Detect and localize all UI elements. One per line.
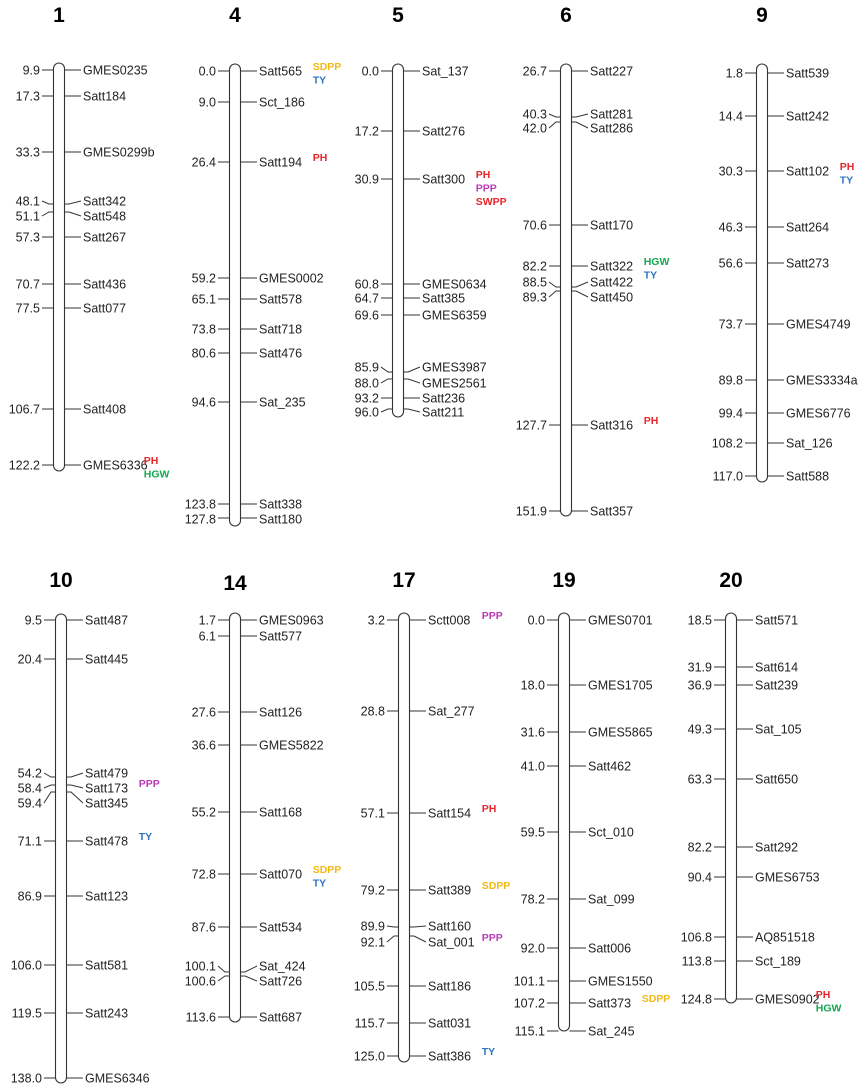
- marker-label: Satt281: [590, 107, 634, 122]
- marker-label: Satt194: [259, 155, 303, 170]
- position-label: 151.9: [515, 504, 547, 519]
- tick-right: [410, 936, 427, 942]
- qtl-ty: TY: [839, 174, 854, 187]
- marker-label: Satt408: [83, 402, 127, 417]
- marker-label: Satt588: [786, 469, 830, 484]
- qtl-ph: PH: [312, 152, 328, 164]
- position-label: 93.2: [354, 391, 379, 406]
- tick-right: [65, 212, 82, 216]
- marker-label: GMES2561: [422, 376, 487, 391]
- qtl-ppp: PPP: [138, 778, 160, 790]
- position-label: 72.8: [191, 867, 216, 882]
- position-label: 51.1: [15, 209, 40, 224]
- position-label: 107.2: [513, 996, 545, 1011]
- position-label: 115.7: [354, 1016, 385, 1031]
- position-label: 63.3: [687, 772, 712, 787]
- marker-label: GMES0902: [755, 992, 820, 1007]
- qtl-ph: PH: [143, 455, 159, 467]
- marker-label: Satt718: [259, 322, 303, 337]
- position-label: 123.8: [184, 497, 216, 512]
- tick-left: [42, 201, 54, 204]
- chromosome-bar: [230, 613, 241, 1022]
- position-label: 100.1: [184, 959, 216, 974]
- position-label: 96.0: [354, 405, 379, 420]
- qtl-hgw: HGW: [815, 1002, 842, 1015]
- marker-label: Satt476: [259, 346, 303, 361]
- qtl-ppp: PPP: [481, 932, 503, 944]
- tick-left: [549, 114, 561, 117]
- tick-left: [44, 785, 56, 788]
- chromosome-9: [712, 4, 858, 484]
- chromosome-19: [514, 569, 671, 1039]
- marker-label: Satt571: [755, 613, 799, 628]
- marker-label: GMES6346: [85, 1071, 150, 1086]
- qtl-ty: TY: [138, 831, 153, 843]
- marker-label: GMES3334a: [786, 373, 858, 388]
- marker-label: Sct_186: [259, 95, 305, 110]
- tick-left: [218, 966, 230, 972]
- marker-label: Sat_277: [428, 704, 475, 719]
- chromosome-title: 9: [756, 4, 768, 27]
- position-label: 73.7: [718, 317, 743, 332]
- marker-label: Satt186: [428, 979, 472, 994]
- position-label: 20.4: [17, 652, 42, 667]
- tick-left: [381, 409, 393, 412]
- marker-label: Satt357: [590, 504, 634, 519]
- marker-label: Satt342: [83, 194, 127, 209]
- marker-label: Satt581: [85, 958, 129, 973]
- chromosome-title: 17: [392, 569, 416, 592]
- marker-label: Satt300: [422, 172, 466, 187]
- marker-label: Sat_126: [786, 436, 833, 451]
- tick-right: [67, 792, 84, 803]
- position-label: 65.1: [191, 292, 216, 307]
- marker-label: Satt386: [428, 1049, 472, 1064]
- position-label: 80.6: [191, 346, 216, 361]
- position-label: 113.6: [185, 1010, 216, 1025]
- marker-label: Satt548: [83, 209, 127, 224]
- position-label: 6.1: [198, 629, 216, 644]
- qtl-ph: PH: [643, 415, 659, 427]
- position-label: 42.0: [522, 121, 547, 136]
- chromosome-title: 10: [49, 569, 73, 592]
- position-label: 57.1: [360, 806, 385, 821]
- position-label: 26.4: [191, 155, 216, 170]
- qtl-sdpp: SDPP: [641, 993, 671, 1005]
- marker-label: Satt077: [83, 301, 127, 316]
- marker-label: GMES0634: [422, 277, 487, 292]
- marker-label: Sat_424: [259, 959, 306, 974]
- qtl-ph: PH: [475, 169, 491, 181]
- tick-right: [572, 291, 589, 297]
- position-label: 92.1: [360, 935, 385, 950]
- marker-label: GMES0963: [259, 613, 324, 628]
- position-label: 58.4: [17, 781, 42, 796]
- position-label: 69.6: [354, 308, 379, 323]
- position-label: 70.7: [15, 277, 40, 292]
- chromosome-1: [9, 4, 170, 481]
- qtl-ty: TY: [643, 269, 658, 282]
- position-label: 88.5: [522, 275, 547, 290]
- position-label: 89.9: [360, 919, 385, 934]
- marker-label: Satt445: [85, 652, 129, 667]
- marker-label: Satt031: [428, 1016, 472, 1031]
- position-label: 82.2: [522, 259, 547, 274]
- chromosome-bar: [561, 64, 572, 516]
- position-label: 33.3: [15, 145, 40, 160]
- chromosome-title: 4: [229, 4, 241, 27]
- chromosome-6: [516, 4, 670, 519]
- chromosome-bar: [393, 64, 404, 417]
- marker-label: Sct_189: [755, 954, 801, 969]
- marker-label: GMES1550: [588, 974, 653, 989]
- position-label: 101.1: [513, 974, 545, 989]
- position-label: 36.9: [687, 678, 712, 693]
- position-label: 82.2: [687, 840, 712, 855]
- marker-label: Satt726: [259, 974, 303, 989]
- marker-label: Sat_001: [428, 935, 475, 950]
- position-label: 18.5: [687, 613, 712, 628]
- marker-label: GMES6336: [83, 458, 148, 473]
- position-label: 108.2: [711, 436, 743, 451]
- marker-label: Satt243: [85, 1006, 129, 1021]
- position-label: 14.4: [718, 109, 743, 124]
- position-label: 127.7: [515, 418, 547, 433]
- tick-left: [42, 212, 54, 216]
- marker-label: Satt236: [422, 391, 466, 406]
- position-label: 70.6: [522, 218, 547, 233]
- position-label: 26.7: [522, 64, 547, 79]
- position-label: 17.2: [354, 124, 379, 139]
- marker-label: Sctt008: [428, 613, 471, 628]
- marker-label: GMES0299b: [83, 145, 155, 160]
- marker-label: Sat_099: [588, 892, 635, 907]
- position-label: 41.0: [520, 759, 545, 774]
- marker-label: Satt276: [422, 124, 466, 139]
- position-label: 92.0: [520, 941, 545, 956]
- marker-label: GMES0002: [259, 271, 324, 286]
- marker-label: Satt070: [259, 867, 303, 882]
- marker-label: Sat_235: [259, 395, 306, 410]
- position-label: 117.0: [712, 469, 743, 484]
- marker-label: GMES3987: [422, 360, 487, 375]
- tick-left: [549, 282, 561, 287]
- qtl-swpp: SWPP: [475, 196, 507, 208]
- position-label: 90.4: [687, 870, 712, 885]
- marker-label: Sat_137: [422, 64, 469, 79]
- position-label: 59.4: [17, 796, 42, 811]
- chromosome-title: 14: [223, 572, 247, 595]
- marker-label: Satt286: [590, 121, 634, 136]
- chromosome-bar: [726, 613, 737, 1003]
- marker-label: Satt273: [786, 256, 830, 271]
- marker-label: GMES4749: [786, 317, 851, 332]
- tick-right: [410, 926, 427, 927]
- position-label: 138.0: [10, 1071, 42, 1086]
- marker-label: GMES0701: [588, 613, 653, 628]
- position-label: 1.8: [725, 66, 743, 81]
- position-label: 9.5: [24, 613, 42, 628]
- position-label: 115.1: [514, 1024, 545, 1039]
- qtl-ppp: PPP: [481, 610, 503, 622]
- position-label: 30.3: [718, 164, 743, 179]
- tick-right: [67, 785, 84, 788]
- tick-left: [44, 773, 56, 777]
- marker-label: Satt389: [428, 883, 472, 898]
- marker-label: Satt316: [590, 418, 634, 433]
- marker-label: Satt687: [259, 1010, 303, 1025]
- position-label: 48.1: [15, 194, 40, 209]
- marker-label: Satt578: [259, 292, 303, 307]
- qtl-sdpp: SDPP: [312, 61, 342, 73]
- marker-label: Sat_245: [588, 1024, 635, 1039]
- position-label: 86.9: [17, 889, 42, 904]
- position-label: 18.0: [520, 678, 545, 693]
- marker-label: Satt577: [259, 629, 303, 644]
- chromosome-bar: [399, 613, 410, 1062]
- marker-label: Satt487: [85, 613, 129, 628]
- position-label: 105.5: [353, 979, 385, 994]
- marker-label: Satt292: [755, 840, 799, 855]
- qtl-hgw: HGW: [643, 256, 670, 268]
- chromosome-4: [185, 4, 342, 527]
- position-label: 77.5: [15, 301, 40, 316]
- marker-label: Satt160: [428, 919, 472, 934]
- chromosome-17: [354, 569, 511, 1064]
- marker-label: Satt170: [590, 218, 634, 233]
- position-label: 56.6: [718, 256, 743, 271]
- position-label: 99.4: [718, 406, 743, 421]
- chromosome-bar: [230, 64, 241, 526]
- chromosome-title: 5: [392, 4, 404, 27]
- position-label: 57.3: [15, 230, 40, 245]
- marker-label: Satt211: [422, 405, 465, 420]
- position-label: 124.8: [680, 992, 712, 1007]
- position-label: 127.8: [184, 512, 216, 527]
- position-label: 9.0: [198, 95, 216, 110]
- marker-label: GMES0235: [83, 63, 148, 78]
- marker-label: Satt422: [590, 275, 634, 290]
- marker-label: Satt180: [259, 512, 303, 527]
- marker-label: Satt126: [259, 705, 303, 720]
- position-label: 36.6: [191, 738, 216, 753]
- tick-left: [387, 926, 399, 927]
- chromosome-10: [11, 569, 160, 1086]
- position-label: 119.5: [11, 1006, 42, 1021]
- chromosome-14: [185, 572, 342, 1025]
- marker-label: Satt345: [85, 796, 129, 811]
- qtl-ph: PH: [815, 989, 831, 1001]
- marker-label: Satt650: [755, 772, 799, 787]
- tick-left: [549, 291, 561, 297]
- qtl-sdpp: SDPP: [481, 880, 511, 892]
- position-label: 122.2: [8, 458, 40, 473]
- tick-right: [67, 773, 84, 777]
- marker-label: Satt614: [755, 660, 799, 675]
- tick-right: [572, 122, 589, 128]
- position-label: 106.0: [10, 958, 42, 973]
- marker-label: Satt006: [588, 941, 632, 956]
- position-label: 31.9: [687, 660, 712, 675]
- position-label: 106.8: [680, 930, 712, 945]
- marker-label: GMES6776: [786, 406, 851, 421]
- marker-label: Satt123: [85, 889, 129, 904]
- tick-right: [404, 367, 421, 372]
- marker-label: Satt462: [588, 759, 632, 774]
- marker-label: Satt184: [83, 89, 127, 104]
- marker-label: Satt338: [259, 497, 303, 512]
- position-label: 89.8: [718, 373, 743, 388]
- marker-label: GMES5822: [259, 738, 324, 753]
- chromosome-20: [681, 569, 842, 1015]
- tick-right: [241, 976, 258, 981]
- tick-left: [387, 936, 399, 942]
- chromosome-5: [355, 4, 507, 420]
- qtl-ty: TY: [312, 74, 327, 87]
- marker-label: Satt267: [83, 230, 127, 245]
- chromosome-bar: [757, 64, 768, 482]
- chromosome-bar: [56, 614, 67, 1083]
- tick-right: [572, 114, 589, 117]
- marker-label: AQ851518: [755, 930, 815, 945]
- position-label: 100.6: [184, 974, 216, 989]
- marker-label: GMES5865: [588, 725, 653, 740]
- qtl-ph: PH: [839, 161, 855, 173]
- marker-label: Satt436: [83, 277, 127, 292]
- position-label: 59.5: [520, 825, 545, 840]
- marker-label: Satt534: [259, 920, 303, 935]
- marker-label: Satt479: [85, 766, 129, 781]
- tick-left: [549, 122, 561, 128]
- marker-label: GMES1705: [588, 678, 653, 693]
- chromosome-bar: [559, 613, 570, 1031]
- marker-label: Sct_010: [588, 825, 634, 840]
- qtl-ty: TY: [312, 877, 327, 890]
- position-label: 59.2: [191, 271, 216, 286]
- position-label: 40.3: [522, 107, 547, 122]
- marker-label: Satt242: [786, 109, 830, 124]
- position-label: 30.9: [354, 172, 379, 187]
- tick-right: [404, 379, 421, 383]
- position-label: 87.6: [191, 920, 216, 935]
- position-label: 113.8: [681, 954, 712, 969]
- marker-label: Satt539: [786, 66, 830, 81]
- chromosome-title: 20: [719, 569, 743, 592]
- marker-label: GMES6753: [755, 870, 820, 885]
- marker-label: Satt264: [786, 220, 830, 235]
- position-label: 125.0: [353, 1049, 385, 1064]
- position-label: 0.0: [198, 64, 216, 79]
- position-label: 49.3: [687, 722, 712, 737]
- qtl-ph: PH: [481, 803, 497, 815]
- position-label: 1.7: [198, 613, 216, 628]
- marker-label: Satt565: [259, 64, 303, 79]
- position-label: 31.6: [520, 725, 545, 740]
- qtl-ppp: PPP: [475, 182, 497, 195]
- tick-right: [241, 966, 258, 972]
- tick-right: [65, 201, 82, 204]
- position-label: 88.0: [354, 376, 379, 391]
- position-label: 78.2: [520, 892, 545, 907]
- marker-label: Satt154: [428, 806, 472, 821]
- position-label: 54.2: [17, 766, 42, 781]
- position-label: 73.8: [191, 322, 216, 337]
- marker-label: Satt385: [422, 291, 466, 306]
- marker-label: Satt322: [590, 259, 634, 274]
- position-label: 106.7: [8, 402, 40, 417]
- marker-label: Satt173: [85, 781, 129, 796]
- chromosome-title: 1: [53, 4, 65, 27]
- qtl-ty: TY: [481, 1046, 496, 1058]
- position-label: 17.3: [15, 89, 40, 104]
- marker-label: Satt168: [259, 805, 303, 820]
- marker-label: GMES6359: [422, 308, 487, 323]
- position-label: 94.6: [191, 395, 216, 410]
- tick-right: [572, 282, 589, 287]
- position-label: 9.9: [22, 63, 40, 78]
- qtl-hgw: HGW: [143, 468, 170, 481]
- position-label: 55.2: [191, 805, 216, 820]
- position-label: 46.3: [718, 220, 743, 235]
- position-label: 85.9: [354, 360, 379, 375]
- position-label: 64.7: [354, 291, 379, 306]
- tick-left: [218, 976, 230, 981]
- marker-label: Satt373: [588, 996, 632, 1011]
- marker-label: Satt239: [755, 678, 799, 693]
- qtl-sdpp: SDPP: [312, 864, 342, 876]
- chromosome-title: 6: [560, 4, 572, 27]
- tick-right: [404, 409, 421, 412]
- tick-left: [381, 379, 393, 383]
- position-label: 27.6: [191, 705, 216, 720]
- position-label: 0.0: [527, 613, 545, 628]
- position-label: 0.0: [361, 64, 379, 79]
- marker-label: Satt450: [590, 290, 634, 305]
- position-label: 79.2: [360, 883, 385, 898]
- position-label: 60.8: [354, 277, 379, 292]
- marker-label: Satt478: [85, 834, 129, 849]
- position-label: 89.3: [522, 290, 547, 305]
- marker-label: Satt102: [786, 164, 830, 179]
- position-label: 3.2: [367, 613, 385, 628]
- position-label: 71.1: [17, 834, 42, 849]
- tick-left: [381, 367, 393, 372]
- tick-left: [44, 792, 56, 803]
- chromosome-bar: [54, 63, 65, 471]
- chromosome-title: 19: [552, 569, 576, 592]
- position-label: 28.8: [360, 704, 385, 719]
- marker-label: Sat_105: [755, 722, 802, 737]
- marker-label: Satt227: [590, 64, 634, 79]
